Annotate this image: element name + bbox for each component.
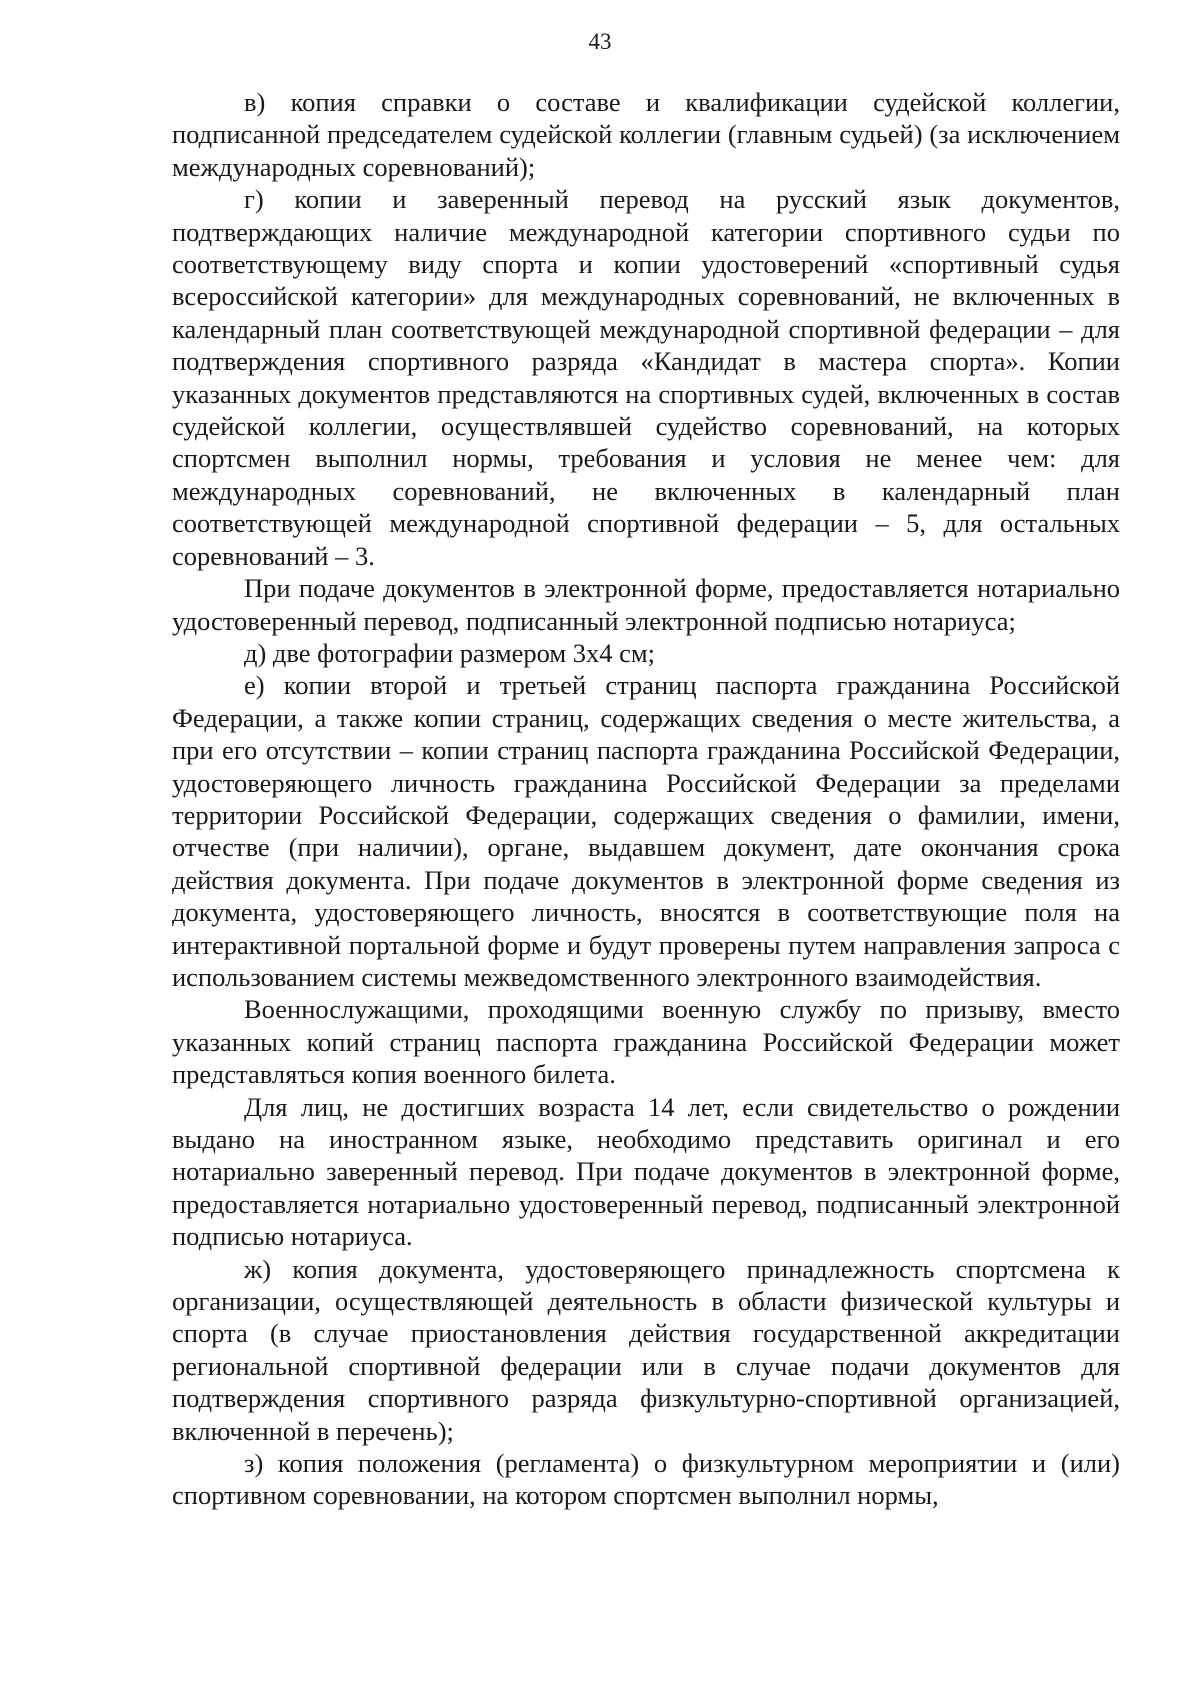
paragraph-z: з) копия положения (регламента) о физкультурном мероприятии и (или) спортивном соревновании, на котором спортсмен выполнил нормы, — [172, 1448, 1120, 1511]
paragraph-electronic-translation: При подаче документов в электронной форме, предоставляется нотариально удостоверенный перевод, подписанный электронной подписью нотариуса; — [172, 573, 1120, 636]
paragraph-military: Военнослужащими, проходящими военную службу по призыву, вместо указанных копий страниц паспорта гражданина Российской Федерации может представляться копия военного билета. — [172, 994, 1120, 1090]
paragraph-d: д) две фотографии размером 3х4 см; — [244, 637, 656, 668]
paragraph-g: г) копии и заверенный перевод на русский язык документов, подтверждающих наличие международной категории спортивного судьи по соответствующему виду спорта и копии удостоверений «спортивный судья всероссийской категории» для международных соревнований, не включенных в календарный план соответствующей международной спортивной федерации – для подтверждения спортивного разряда «Кандидат в мастера спорта». Копии указанных документов представляются на спортивных судей, включенных в состав судейской коллегии, осуществлявшей судейство соревнований, на которых спортсмен выполнил нормы, требования и условия не менее чем: для международных соревнований, не включенных в календарный план соответствующей международной спортивной федерации – 5, для остальных соревнований – 3. — [172, 184, 1120, 571]
paragraph-zh: ж) копия документа, удостоверяющего принадлежность спортсмена к организации, осуществляющей деятельность в области физической культуры и спорта (в случае приостановления действия государственной аккредитации региональной спортивной федерации или в случае подачи документов для подтверждения спортивного разряда физкультурно-спортивной организацией, включенной в перечень); — [172, 1253, 1120, 1446]
paragraph-under-14: Для лиц, не достигших возраста 14 лет, если свидетельство о рождении выдано на иностранном языке, необходимо представить оригинал и его нотариально заверенный перевод. При подаче документов в электронной форме, предоставляется нотариально удостоверенный перевод, подписанный электронной подписью нотариуса. — [172, 1091, 1120, 1252]
page-number: 43 — [588, 29, 612, 54]
paragraph-e: е) копии второй и третьей страниц паспорта гражданина Российской Федерации, а также копии страниц, содержащих сведения о месте жительства, а при его отсутствии – копии страниц паспорта гражданина Российской Федерации, удостоверяющего личность гражданина Российской Федерации за пределами территории Российской Федерации, содержащих сведения о фамилии, имени, отчестве (при наличии), органе, выдавшем документ, дате окончания срока действия документа. При подаче документов в электронной форме сведения из документа, удостоверяющего личность, вносятся в соответствующие поля на интерактивной портальной форме и будут проверены путем направления запроса с использованием системы межведомственного электронного взаимодействия. — [172, 670, 1120, 992]
document-body — [172, 86, 1120, 1512]
paragraph-v: в) копия справки о составе и квалификации судейской коллегии, подписанной председателем судейской коллегии (главным судьей) (за исключением международных соревнований); — [172, 87, 1120, 182]
